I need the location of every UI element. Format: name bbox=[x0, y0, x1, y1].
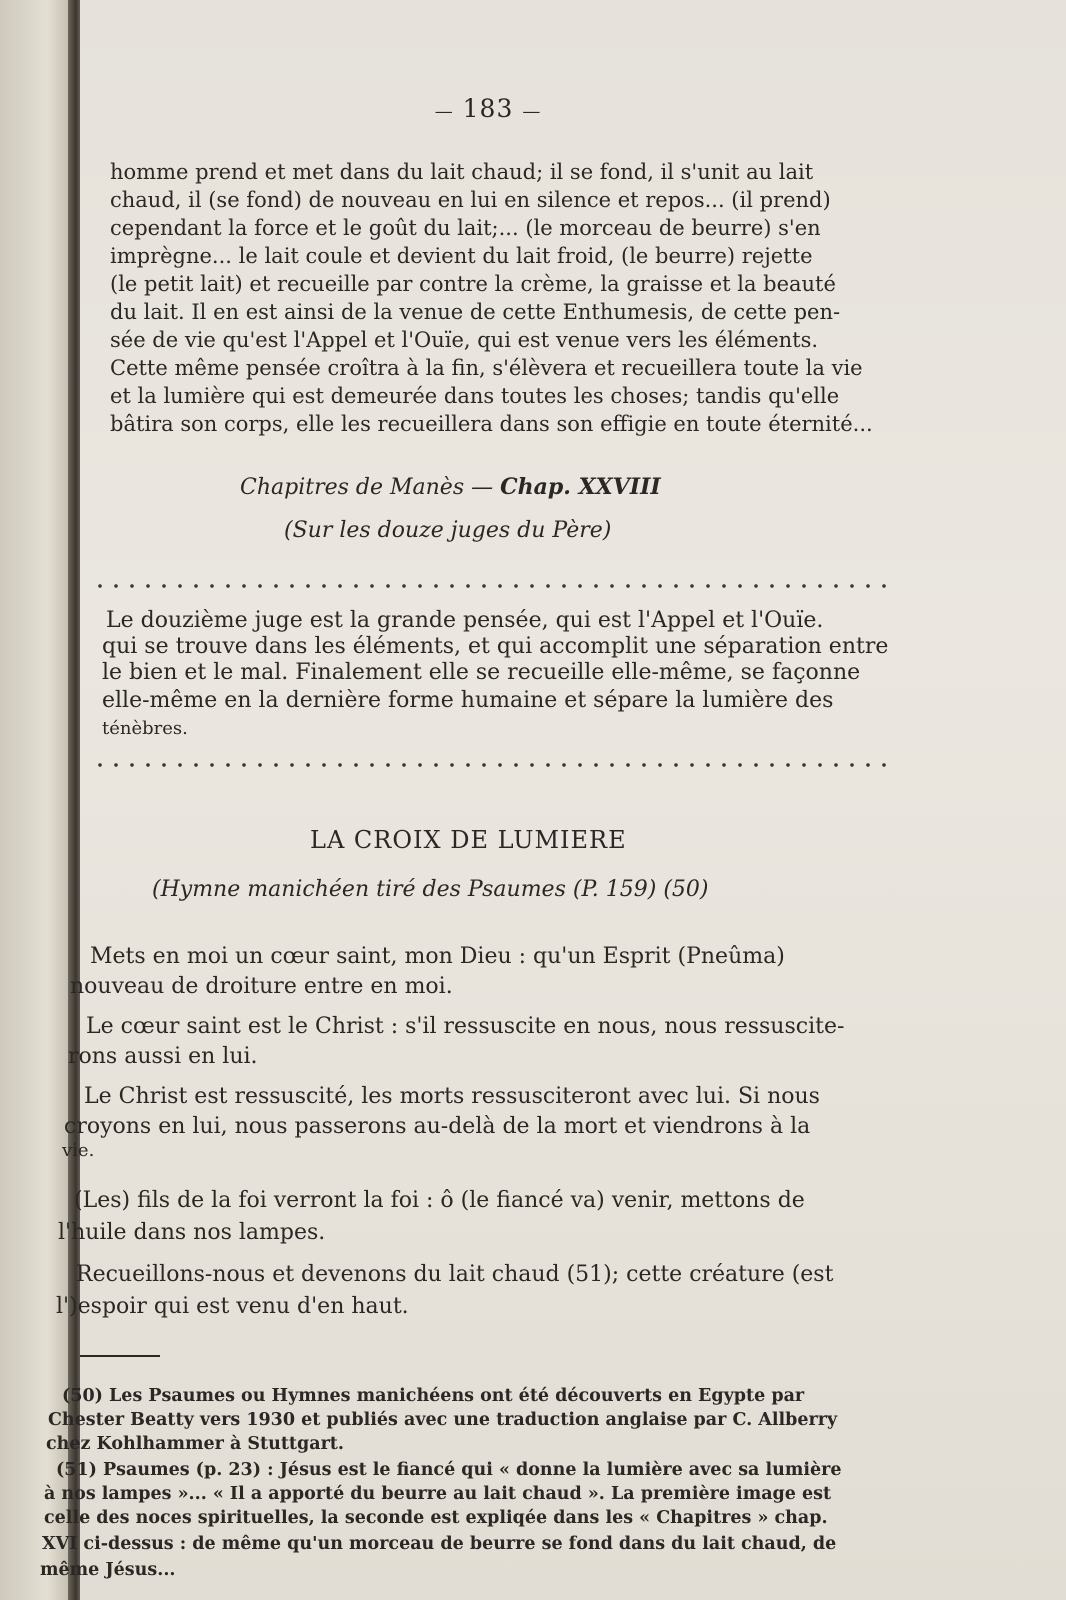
chapter-heading-title: Chapitres de Manès — bbox=[240, 475, 501, 500]
footnote-line: Chester Beatty vers 1930 et publiés avec une traduction anglaise par C. Allberry bbox=[48, 1410, 838, 1430]
psalm-line: croyons en lui, nous passerons au-delà de la mort et viendrons à la bbox=[64, 1114, 811, 1139]
page-text bbox=[40, 0, 1066, 1600]
ellipsis-separator bbox=[92, 762, 892, 768]
page-number-value: 183 bbox=[462, 94, 514, 123]
judge-line: le bien et le mal. Finalement elle se recueille elle-même, se façonne bbox=[102, 660, 861, 685]
folio-dash-right: — bbox=[522, 101, 542, 122]
judge-line: qui se trouve dans les éléments, et qui accomplit une séparation entre bbox=[102, 634, 889, 659]
intro-line: (le petit lait) et recueille par contre la crème, la graisse et la beauté bbox=[110, 272, 836, 296]
chapter-heading bbox=[240, 474, 661, 500]
footnote-line: à nos lampes »... « Il a apporté du beurre au lait chaud ». La première image est bbox=[44, 1484, 832, 1504]
section-title: LA CROIX DE LUMIERE bbox=[310, 826, 627, 854]
psalm-line: l')espoir qui est venu d'en haut. bbox=[56, 1294, 409, 1319]
intro-line: homme prend et met dans du lait chaud; il se fond, il s'unit au lait bbox=[110, 160, 814, 184]
intro-line: du lait. Il en est ainsi de la venue de cette Enthumesis, de cette pen- bbox=[110, 300, 841, 324]
footnote-rule bbox=[80, 1355, 160, 1357]
ellipsis-separator bbox=[92, 583, 892, 589]
psalm-line: Mets en moi un cœur saint, mon Dieu : qu'un Esprit (Pneûma) bbox=[90, 944, 785, 969]
intro-line: bâtira son corps, elle les recueillera dans son effigie en toute éternité... bbox=[110, 412, 873, 436]
footnote-line: (50) Les Psaumes ou Hymnes manichéens ont été découverts en Egypte par bbox=[62, 1386, 805, 1406]
left-page-edge bbox=[0, 0, 78, 1600]
footnote-line: XVI ci-dessus : de même qu'un morceau de beurre se fond dans du lait chaud, de bbox=[42, 1534, 837, 1554]
folio-dash-left: — bbox=[434, 101, 454, 122]
footnote-line: celle des noces spirituelles, la seconde est expliqée dans les « Chapitres » chap. bbox=[44, 1508, 828, 1528]
page-number bbox=[418, 94, 558, 123]
intro-line: cependant la force et le goût du lait;... (le morceau de beurre) s'en bbox=[110, 216, 821, 240]
intro-line: Cette même pensée croîtra à la fin, s'élèvera et recueillera toute la vie bbox=[110, 356, 863, 380]
psalm-line: nouveau de droiture entre en moi. bbox=[70, 974, 453, 999]
intro-line: chaud, il (se fond) de nouveau en lui en silence et repos... (il prend) bbox=[110, 188, 831, 212]
judge-line: Le douzième juge est la grande pensée, qui est l'Appel et l'Ouïe. bbox=[106, 608, 824, 633]
psalm-line: vie. bbox=[62, 1140, 95, 1161]
footnote-line: chez Kohlhammer à Stuttgart. bbox=[46, 1434, 344, 1454]
right-page bbox=[40, 0, 1066, 1600]
judge-line: ténèbres. bbox=[102, 718, 188, 739]
judge-line: elle-même en la dernière forme humaine et sépare la lumière des bbox=[102, 688, 834, 713]
chapter-subheading: (Sur les douze juges du Père) bbox=[284, 518, 612, 543]
psalm-line: l'huile dans nos lampes. bbox=[58, 1220, 326, 1245]
section-subtitle: (Hymne manichéen tiré des Psaumes (P. 159) (50) bbox=[152, 877, 709, 902]
intro-line: et la lumière qui est demeurée dans toutes les choses; tandis qu'elle bbox=[110, 384, 840, 408]
footnote-line: (51) Psaumes (p. 23) : Jésus est le fiancé qui « donne la lumière avec sa lumière bbox=[56, 1460, 842, 1480]
footnote-line: même Jésus... bbox=[40, 1560, 176, 1580]
intro-line: imprègne... le lait coule et devient du lait froid, (le beurre) rejette bbox=[110, 244, 813, 268]
psalm-line: (Les) fils de la foi verront la foi : ô (le fiancé va) venir, mettons de bbox=[74, 1188, 805, 1213]
intro-line: sée de vie qu'est l'Appel et l'Ouïe, qui est venue vers les éléments. bbox=[110, 328, 819, 352]
psalm-line: Recueillons-nous et devenons du lait chaud (51); cette créature (est bbox=[76, 1262, 834, 1287]
psalm-line: rons aussi en lui. bbox=[68, 1044, 258, 1069]
psalm-line: Le Christ est ressuscité, les morts ressusciteront avec lui. Si nous bbox=[84, 1084, 820, 1109]
psalm-line: Le cœur saint est le Christ : s'il ressuscite en nous, nous ressuscite- bbox=[86, 1014, 845, 1039]
chapter-heading-number: Chap. XXVIII bbox=[500, 474, 661, 500]
